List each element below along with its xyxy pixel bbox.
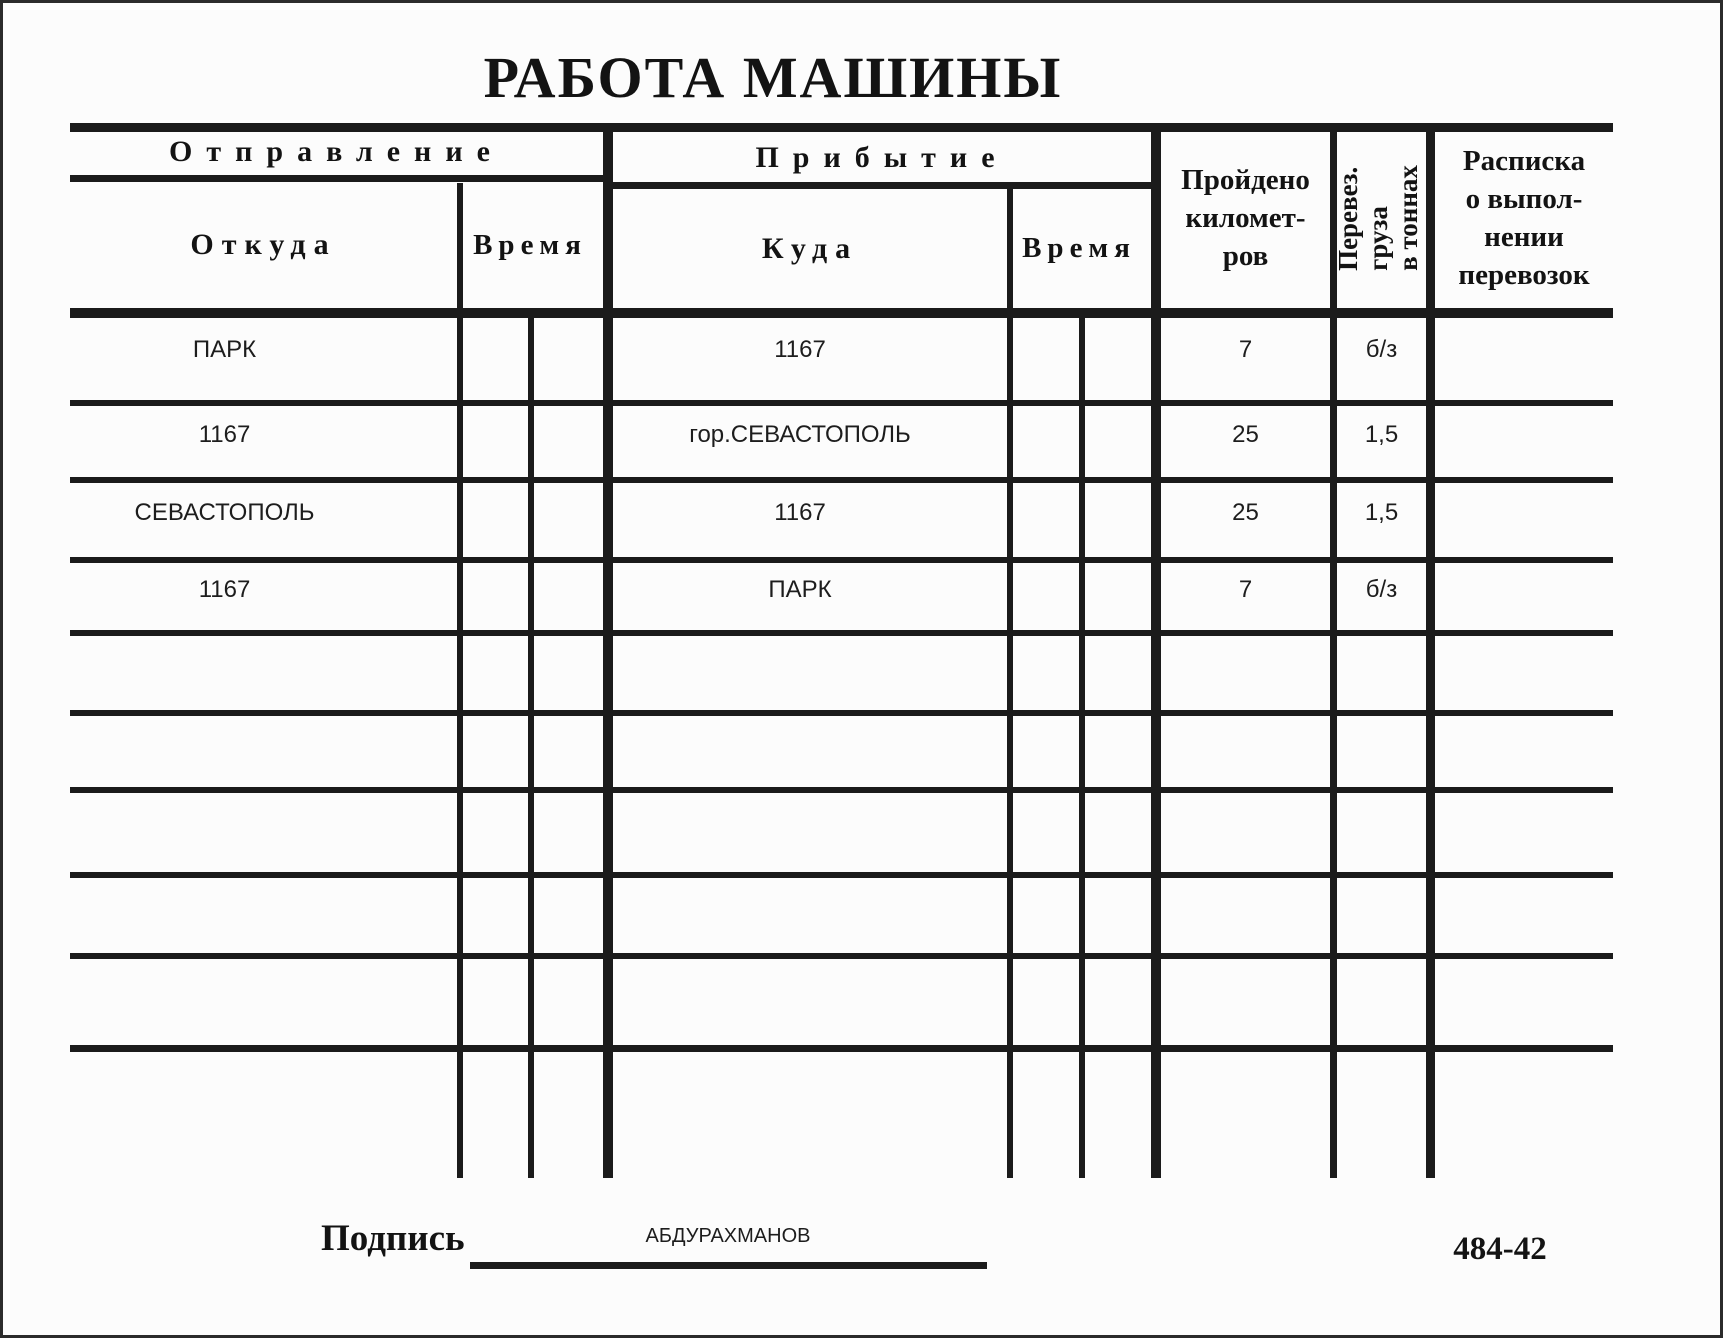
table-row xyxy=(3,959,1723,1045)
cell-km xyxy=(1161,636,1330,710)
header-col-receipt xyxy=(1435,127,1613,308)
cell-km xyxy=(1161,959,1330,1045)
cell-to xyxy=(613,878,1007,953)
cell-from xyxy=(70,716,457,787)
cell-cargo: б/з xyxy=(1365,575,1398,603)
cell-cargo: б/з xyxy=(1365,336,1398,363)
header-col-time-departure: Время xyxy=(473,228,587,261)
table-row xyxy=(3,483,1723,557)
header-group-arrival: Прибытие xyxy=(755,140,1009,174)
cell-cargo: 1,5 xyxy=(1364,420,1399,448)
table-row xyxy=(3,406,1723,477)
form-number: 484-42 xyxy=(1453,1231,1547,1267)
signature-line xyxy=(470,1262,987,1269)
row-line-9 xyxy=(70,1045,1613,1052)
header-km-line-3: ров xyxy=(1222,239,1269,272)
header-receipt-line-4: перевозок xyxy=(1458,258,1590,291)
cell-km: 7 xyxy=(1238,336,1253,363)
cell-to xyxy=(613,716,1007,787)
cell-km: 25 xyxy=(1232,499,1259,526)
header-group-departure: Отправление xyxy=(169,135,504,168)
cell-km: 25 xyxy=(1232,420,1259,448)
signature-name: АБДУРАХМАНОВ xyxy=(645,1225,811,1247)
header-receipt-line-2: о выпол- xyxy=(1465,182,1583,215)
departure-band-underline xyxy=(70,175,613,182)
header-col-cargo-rotated xyxy=(1330,127,1426,308)
cell-cargo xyxy=(1337,793,1426,872)
cell-to: ПАРК xyxy=(768,575,832,603)
table-row xyxy=(3,878,1723,953)
cell-km xyxy=(1161,716,1330,787)
cell-from: 1167 xyxy=(198,575,251,603)
cell-to xyxy=(613,636,1007,710)
header-receipt-line-1: Расписка xyxy=(1462,144,1586,177)
table-row xyxy=(3,314,1723,400)
header-cargo-line-3: в тоннах xyxy=(1393,164,1424,271)
cell-from xyxy=(70,959,457,1045)
table-row xyxy=(3,636,1723,710)
table-row xyxy=(3,793,1723,872)
cell-km xyxy=(1161,878,1330,953)
cell-cargo xyxy=(1337,716,1426,787)
header-km-line-2: километ- xyxy=(1185,201,1306,234)
cell-from xyxy=(70,878,457,953)
header-km-line-1: Пройдено xyxy=(1181,163,1310,196)
cell-to: гор.СЕВАСТОПОЛЬ xyxy=(689,420,911,448)
page-title: РАБОТА МАШИНЫ xyxy=(483,44,1063,110)
cell-from: СЕВАСТОПОЛЬ xyxy=(134,499,315,526)
cell-from xyxy=(70,793,457,872)
arrival-band-underline xyxy=(603,182,1156,189)
table-row xyxy=(3,716,1723,787)
header-receipt-line-3: нении xyxy=(1484,220,1564,253)
header-cargo-text xyxy=(1333,165,1423,271)
cell-cargo xyxy=(1337,959,1426,1045)
header-col-from: Откуда xyxy=(190,228,337,261)
cell-from: ПАРК xyxy=(192,336,257,363)
cell-to: 1167 xyxy=(774,336,826,363)
cell-to xyxy=(613,793,1007,872)
signature-label: Подпись xyxy=(321,1218,465,1259)
header-col-kilometers xyxy=(1161,127,1330,308)
cell-from xyxy=(70,636,457,710)
cell-to: 1167 xyxy=(774,499,826,526)
cell-to xyxy=(613,959,1007,1045)
cell-km: 7 xyxy=(1238,575,1253,603)
cell-cargo xyxy=(1337,878,1426,953)
cell-cargo: 1,5 xyxy=(1364,499,1399,526)
header-col-to: Куда xyxy=(761,231,859,265)
header-cargo-line-1: Перевез. xyxy=(1333,166,1364,271)
table-row xyxy=(3,563,1723,630)
header-col-time-arrival: Время xyxy=(1022,232,1136,264)
cell-km xyxy=(1161,793,1330,872)
cell-from: 1167 xyxy=(198,420,251,448)
cell-cargo xyxy=(1337,636,1426,710)
header-cargo-line-2: груза xyxy=(1363,205,1394,271)
